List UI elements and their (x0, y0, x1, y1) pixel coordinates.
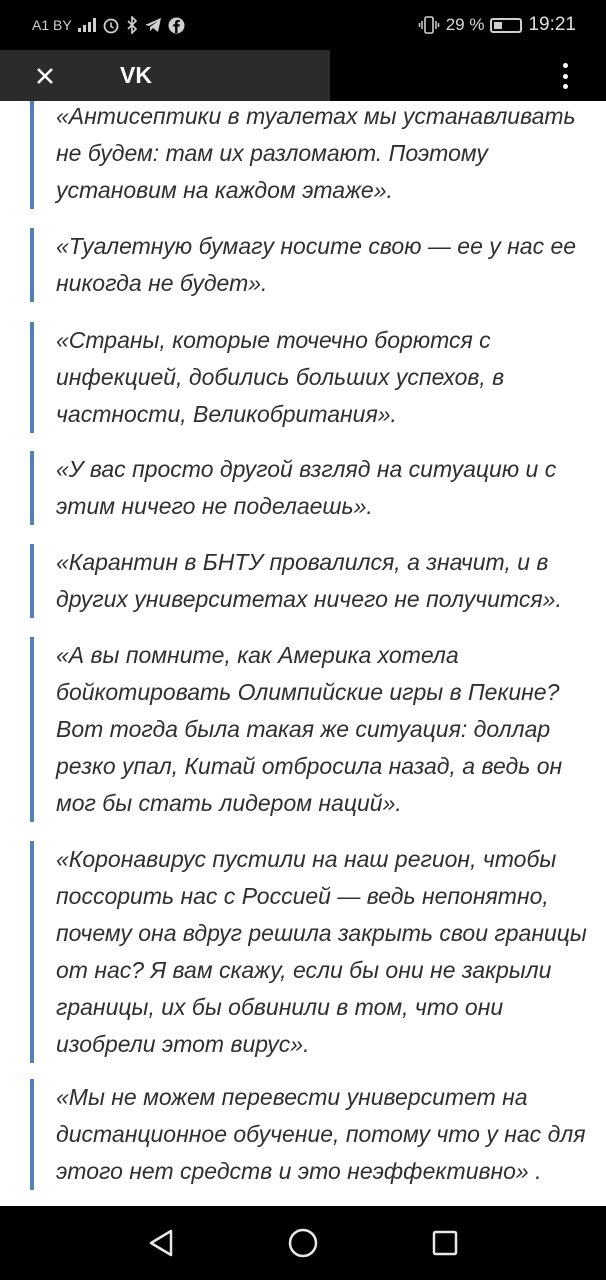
quote-block: «Мы не можем перевести университет на дистанционное обучение, потому что у нас для этого нет средств и это неэффективно» . (30, 1079, 590, 1190)
system-nav-bar (0, 1206, 606, 1280)
quote-block: «Карантин в БНТУ провалился, а значит, и в других университетах ничего не получится». (30, 544, 590, 618)
close-button[interactable] (0, 50, 90, 101)
battery-percent: 29 % (445, 15, 485, 34)
page-title: VK (120, 62, 152, 88)
status-time: 19:21 (528, 14, 576, 35)
facebook-icon (168, 17, 185, 34)
menu-dot (563, 74, 568, 79)
recents-square-icon (431, 1229, 459, 1257)
battery-icon (490, 18, 522, 33)
quote-block: «Антисептики в туалетах мы устанавливать не будем: там их разломают. Поэтому установим на каждом этаже». (30, 101, 590, 209)
quote-block: «У вас просто другой взгляд на ситуацию и с этим ничего не поделаешь». (30, 451, 590, 525)
back-triangle-icon (147, 1228, 175, 1258)
browser-toolbar (0, 50, 606, 101)
status-bar (0, 0, 606, 50)
quote-block: «А вы помните, как Америка хотела бойкотировать Олимпийские игры в Пекине? Вот тогда была такая же ситуация: доллар резко упал, Китай отбросила назад, а ведь он мог бы стать лидером наций». (30, 637, 590, 822)
bluetooth-icon (126, 16, 138, 34)
status-right (418, 14, 576, 36)
alarm-icon (102, 16, 120, 34)
vibrate-icon (418, 16, 440, 34)
title-bar (0, 50, 330, 101)
home-circle-icon (287, 1227, 319, 1259)
menu-dot (563, 84, 568, 89)
more-options-button[interactable] (550, 60, 580, 92)
back-button[interactable] (141, 1223, 181, 1263)
status-left (32, 16, 185, 34)
close-icon (36, 67, 54, 85)
quote-block: «Страны, которые точечно борются с инфекцией, добились больших успехов, в частности, Великобритания». (30, 322, 590, 433)
article-content[interactable] (0, 101, 606, 1206)
more-vertical-icon (563, 63, 568, 68)
quote-block: «Коронавирус пустили на наш регион, чтобы поссорить нас с Россией — ведь непонятно, почему она вдруг решила закрыть свои границы от нас? Я вам скажу, если бы они не закрыли границы, их бы обвинили в том, что они изобрели этот вирус». (30, 841, 590, 1063)
signal-icon (78, 18, 96, 32)
carrier-label: A1 BY (32, 17, 72, 33)
home-button[interactable] (283, 1223, 323, 1263)
quote-block: «Туалетную бумагу носите свою — ее у нас ее никогда не будет». (30, 228, 590, 302)
recents-button[interactable] (425, 1223, 465, 1263)
telegram-icon (144, 17, 162, 33)
